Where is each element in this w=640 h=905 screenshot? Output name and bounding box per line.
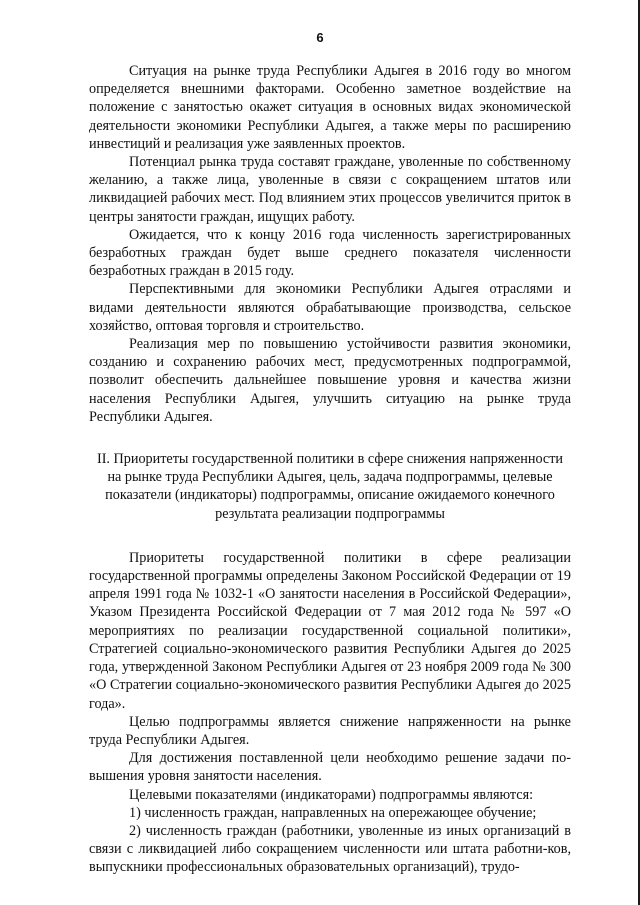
- list-item-indicator-1: 1) численность граждан, направленных на опережающее обучение;: [129, 804, 537, 821]
- paragraph-unemployment-forecast: Ожидается, что к концу 2016 года численность зарегистрированных безработных граждан будет выше среднего показателя численности безработных граждан в 2015 году.: [89, 226, 571, 280]
- paragraph-promising-industries: Перспективными для экономики Республики Адыгея отраслями и видами деятельности являются обрабатывающие производства, сельское хозяйство, оптовая торговля и строительство.: [89, 281, 571, 334]
- paragraph-measures-implementation: Реализация мер по повышению устойчивости развития экономики, созданию и сохранению рабочих мест, предусмотренных подпрограммой, позволит обеспечить дальнейшее повышение уровня и качества жизни населения Республики Адыгея, улучшить ситуацию на рынке труда Республики Адыгея.: [89, 336, 571, 425]
- paragraph-subprogram-goal: Целью подпрограммы является снижение напряженности на рынке труда Республики Адыгея.: [89, 713, 571, 748]
- paragraph-subprogram-task: Для достижения поставленной цели необходимо решение задачи по-вышения уровня занятости населения.: [89, 750, 571, 785]
- paragraph-labor-market-situation: Ситуация на рынке труда Республики Адыгея в 2016 году во многом определяется внешними факторами. Особенно заметное воздействие на положение с занятостью окажет ситуация в основных видах экономической деятельности экономики Республики Адыгея, а также меры по расширению инвестиций и реализация уже заявленных проектов.: [89, 63, 571, 152]
- document-body: [89, 62, 571, 877]
- page-number: 6: [316, 30, 324, 45]
- list-item-indicator-2: 2) численность граждан (работники, уволенные из иных организаций в связи с ликвидацией либо сокращением численности или штата работни-ков, выпускники профессиональных образовательных организаций), трудо-: [89, 822, 571, 876]
- paragraph-indicators-intro: Целевыми показателями (индикаторами) подпрограммы являются:: [129, 786, 534, 803]
- paragraph-policy-priorities: Приоритеты государственной политики в сфере реализации государственной программы определены Законом Российской Федерации от 19 апреля 1991 года № 1032-1 «О занятости населения в Российской Федерации», Указом Президента Российской Федерации от 7 мая 2012 года № 597 «О мероприятиях по реализации государственной социальной политики», Стратегией социально-экономического развития Республики Адыгея до 2025 года, утвержденной Законом Республики Адыгея от 23 ноября 2009 года № 300 «О Стратегии социально-экономического развития Республики Адыгея до 2025 года».: [89, 549, 571, 712]
- section-heading: II. Приоритеты государственной политики в сфере снижения напряженности на рынке труда Республики Адыгея, цель, задача подпрограммы, целевые показатели (индикаторы) подпрограммы, описание ожидаемого конечного результата реализации подпрограммы: [96, 451, 564, 522]
- paragraph-labor-market-potential: Потенциал рынка труда составят граждане, уволенные по собственному желанию, а также лица, уволенные в связи с сокращением штатов или ликвидацией рабочих мест. Под влиянием этих процессов увеличится приток в центры занятости граждан, ищущих работу.: [89, 154, 571, 225]
